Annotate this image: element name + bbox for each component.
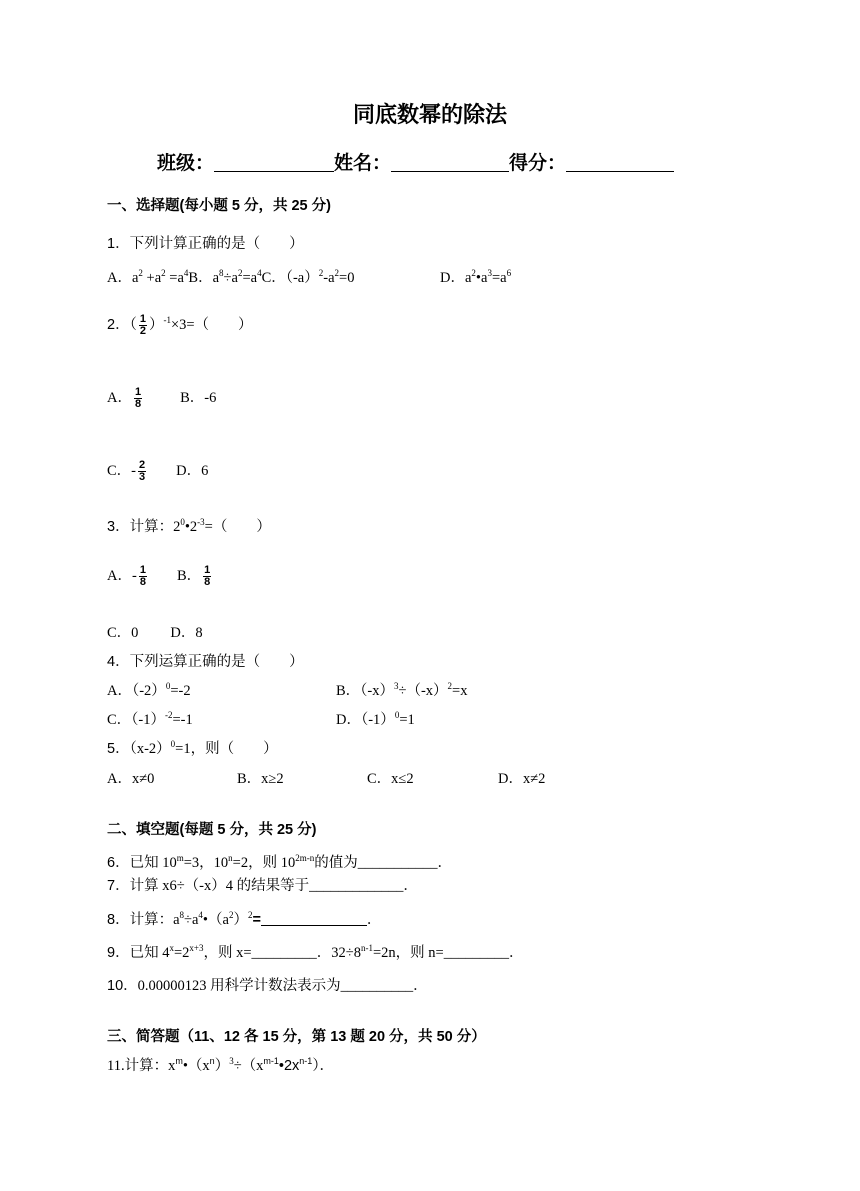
q3-option-d: D．8 <box>170 625 203 641</box>
q1-option-b: B．$a^8\div a^2=a^4$ <box>188 268 262 286</box>
q4-option-d: D．$(-1)^0=1$ <box>336 710 415 728</box>
fraction: $\frac{1}{2}$ <box>139 313 146 337</box>
question-3-stem: 3．计算：$2^0•2^{-3}=$（ ） <box>107 517 271 535</box>
score-blank[interactable] <box>566 153 674 172</box>
student-info-line <box>157 148 674 175</box>
q5-option-c: C．x≤2 <box>367 771 414 787</box>
section-heading-short-answer: 三、简答题（11、12 各 15 分，第 13 题 20 分，共 50 分） <box>107 1029 486 1045</box>
q1-option-c: C．$(-a)^2-a^2=0$ <box>261 268 355 286</box>
question-3-options-ab <box>107 565 213 588</box>
q5-option-a: A．x≠0 <box>107 771 155 787</box>
q2-option-b: B．-6 <box>180 389 217 406</box>
question-8: 8．计算：$a^8\div a^4•(a^2)^2=$ ． <box>107 910 382 928</box>
q3-option-c: C．0 <box>107 625 139 641</box>
class-blank[interactable] <box>214 153 334 172</box>
q2-option-c: C．- $\frac{2}{3}$ <box>107 459 146 483</box>
question-10: 10．0.00000123 用科学计数法表示为__________． <box>107 978 428 994</box>
q5-option-b: B．x≥2 <box>237 771 284 787</box>
question-2-options-cd <box>107 460 208 483</box>
section-heading-fill-blank: 二、填空题(每题 5 分，共 25 分) <box>107 822 317 838</box>
q5-option-d: D．x≠2 <box>498 771 546 787</box>
question-2-stem: 2．（ $\frac{1}{2}$ ）$^{-1}$×3=（ ） <box>107 313 253 337</box>
question-3-options-cd <box>107 623 203 643</box>
question-9: 9．已知 $4^x=2^{x+3}$，则 x=_________．$32\div 8^{n-1}=2n$，则 n=_________． <box>107 943 524 961</box>
question-5-stem: 5．$(x-2)^0=1$，则（ ） <box>107 739 278 757</box>
q3-option-a: A．- $\frac{1}{8}$ <box>107 564 146 588</box>
q2-option-d: D．6 <box>176 462 209 479</box>
q1-option-d: D．$a^2•a^3=a^6$ <box>440 268 512 286</box>
q8-answer-blank[interactable] <box>261 911 367 926</box>
question-4-stem: 4．下列运算正确的是（ ） <box>107 654 304 670</box>
q1-option-a: A．$a^2 +a^2 =a^4$ <box>107 268 189 286</box>
name-blank[interactable] <box>391 153 509 172</box>
question-6: 6．已知 $10^m=3$，$10^n=2$，则 $10^{2m-n}$的值为___________． <box>107 853 452 871</box>
question-2-options-ab <box>107 387 216 410</box>
page-title: 同底数幂的除法 <box>352 102 507 127</box>
section-heading-choice: 一、选择题(每小题 5 分，共 25 分) <box>107 198 331 214</box>
score-label: 得分： <box>509 153 567 174</box>
question-1-stem: 1．下列计算正确的是（ ） <box>107 236 304 252</box>
q4-option-a: A．$(-2)^0=-2$ <box>107 681 191 699</box>
q3-option-b: B． $\frac{1}{8}$ <box>176 564 211 588</box>
q4-option-c: C．$(-1)^{-2}=-1$ <box>107 710 193 728</box>
q4-option-b: B．$(-x)^3\div(-x)^2=x$ <box>336 681 468 699</box>
q2-option-a: A． $\frac{1}{8}$ <box>107 386 142 410</box>
question-7: 7．计算 x6÷（-x）4 的结果等于_____________． <box>107 878 418 894</box>
name-label: 姓名： <box>334 153 392 174</box>
question-1-options <box>107 268 354 288</box>
question-11: 11.计算：$x^m•(x^n)^3\div(x^{m-1}•2x^{n-1})$． <box>107 1056 335 1074</box>
class-label: 班级： <box>157 153 215 174</box>
